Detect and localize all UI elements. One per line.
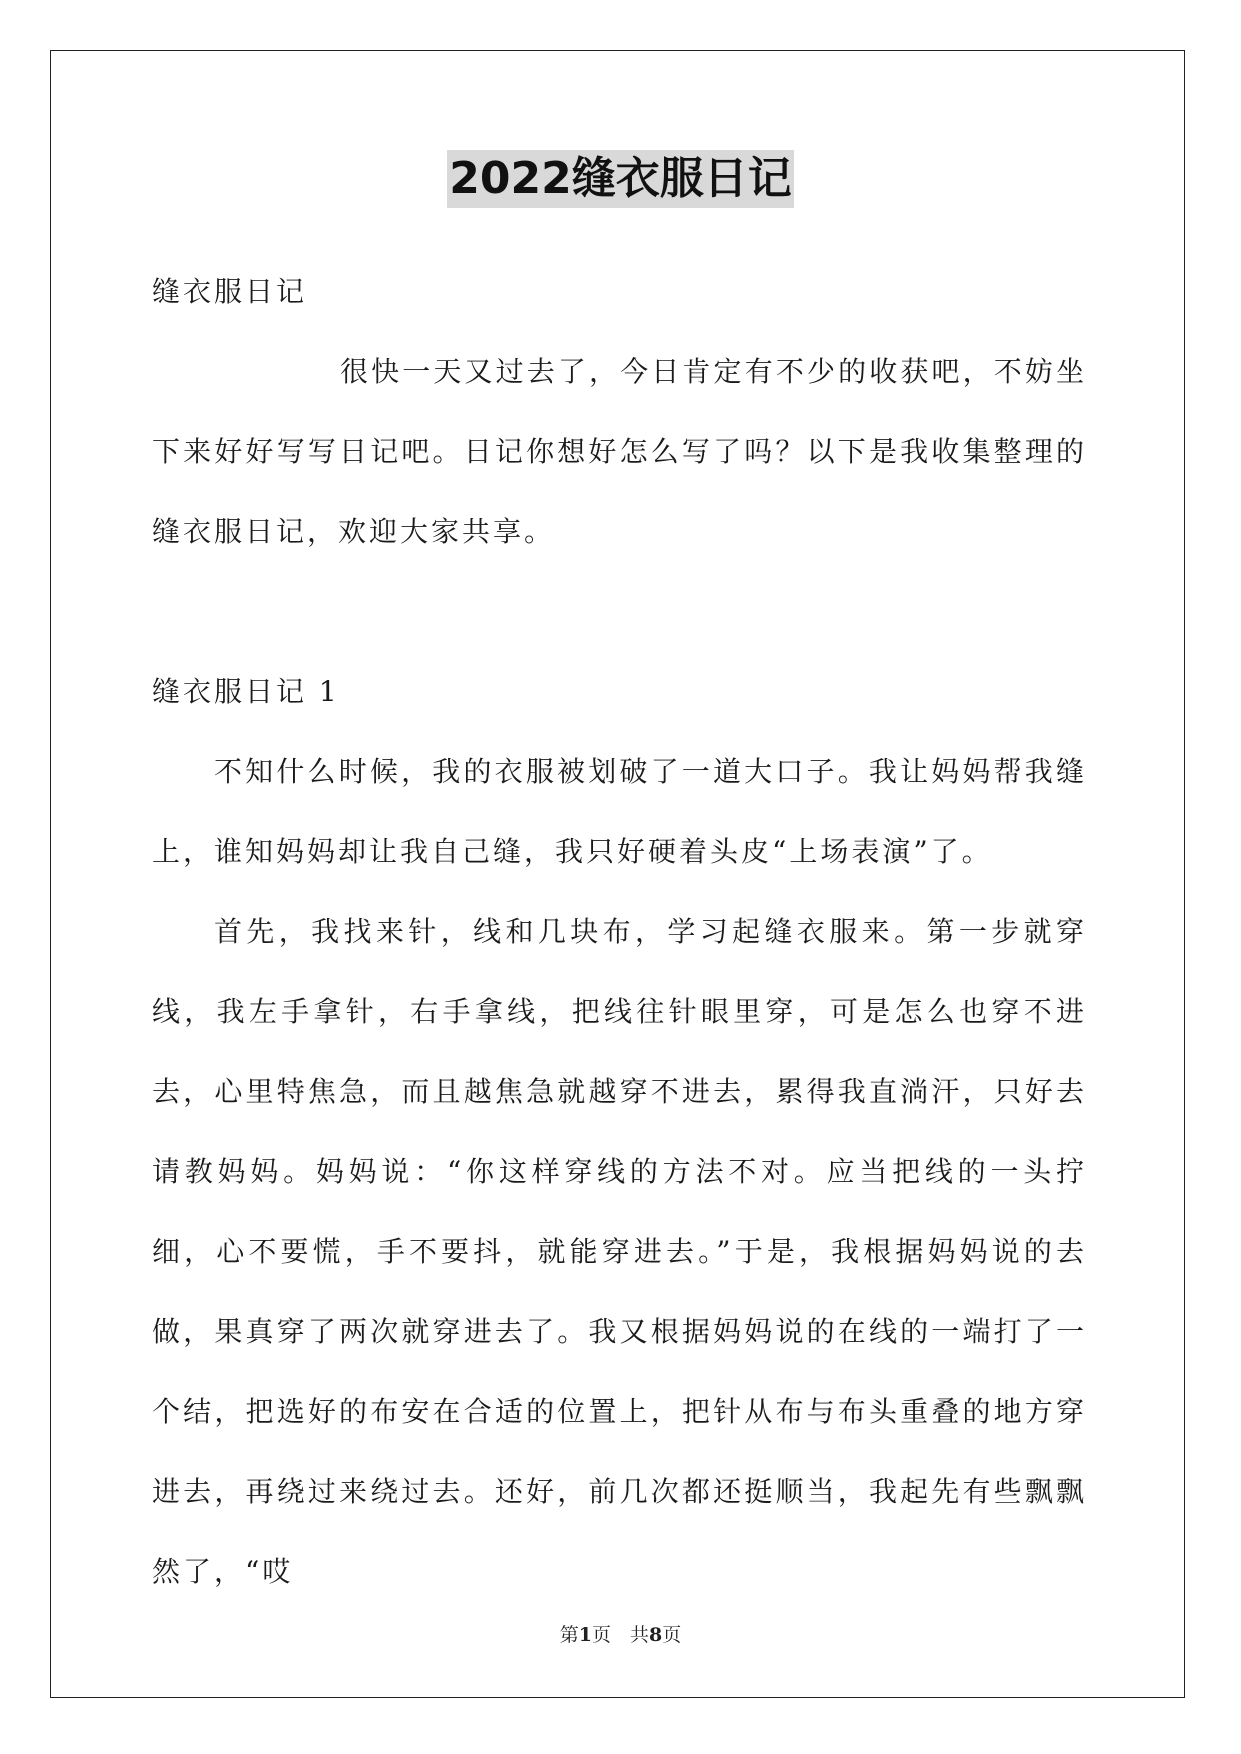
section-heading: 缝衣服日记 1 [152, 675, 340, 708]
total-page-number: 8 [649, 1624, 663, 1646]
page-prefix: 第 [559, 1624, 579, 1646]
document-title: 2022缝衣服日记 [447, 150, 793, 208]
page-footer [0, 1620, 1241, 1647]
current-page-number: 1 [578, 1624, 592, 1646]
title-container [0, 150, 1241, 208]
body-paragraph: 首先，我找来针，线和几块布，学习起缝衣服来。第一步就穿线，我左手拿针，右手拿线，把线往针眼里穿，可是怎么也穿不进去，心里特焦急，而且越焦急就越穿不进去，累得我直淌汗，只好去请教妈妈。妈妈说：“你这样穿线的方法不对。应当把线的一头拧细，心不要慌，手不要抖，就能穿进去。”于是，我根据妈妈说的去做，果真穿了两次就穿进去了。我又根据妈妈说的在线的一端打了一个结，把选好的布安在合适的位置上，把针从布与布头重叠的地方穿进去，再绕过来绕过去。还好，前几次都还挺顺当，我起先有些飘飘然了，“哎 [152, 915, 1087, 1588]
page-suffix: 页 [662, 1624, 682, 1646]
body-paragraph: 不知什么时候，我的衣服被划破了一道大口子。我让妈妈帮我缝上，谁知妈妈却让我自己缝，我只好硬着头皮“上场表演”了。 [152, 755, 1087, 868]
document-body [152, 252, 1087, 1612]
intro-paragraph: 很快一天又过去了，今日肯定有不少的收获吧，不妨坐下来好好写写日记吧。日记你想好怎么写了吗？以下是我收集整理的缝衣服日记，欢迎大家共享。 [152, 355, 1087, 548]
spacer [152, 572, 1087, 652]
document-subtitle: 缝衣服日记 [152, 275, 308, 308]
page-mid: 页 共 [591, 1624, 649, 1646]
